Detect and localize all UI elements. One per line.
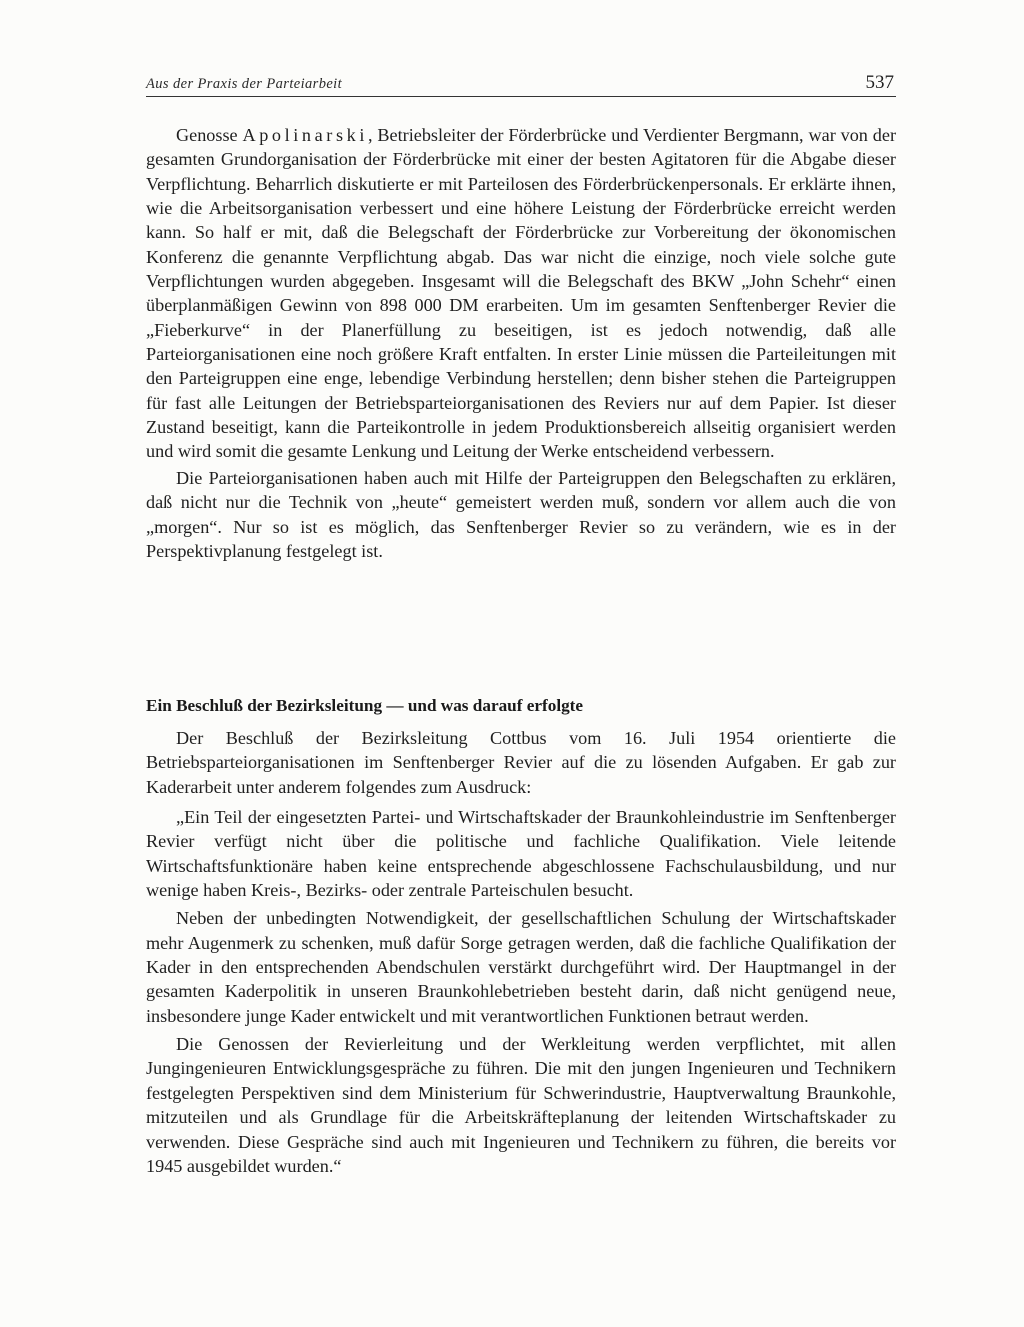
paragraph-technik: Die Parteiorganisationen haben auch mit Hilfe der Parteigruppen den Belegschaften zu erklären, daß nicht nur die Technik von „heute“ gemeistert werden muß, sondern vor allem auch die von „morgen“. Nur so ist es möglich, das Senftenberger Revier so zu verändern, wie es in der Perspektivplanung festgelegt ist. [146, 467, 896, 561]
quotation-block [146, 805, 896, 1178]
quote-paragraph-3: Die Genossen der Revierleitung und der Werkleitung werden verpflichtet, mit allen Jungingenieuren Entwicklungsgespräche zu führen. Die mit den jungen Ingenieuren und Technikern festgelegten Perspektiven sind dem Ministerium für Schwerindustrie, Hauptverwaltung Braunkohle, mitzuteilen und als Grundlage für die Arbeitskräfteplanung der leitenden Wirtschaftskader zu verwenden. Diese Gespräche sind auch mit Ingenieuren und Technikern zu führen, die bereits vor 1945 ausgebildet wurden.“ [146, 1034, 896, 1176]
section-1-text [146, 123, 896, 563]
quote-paragraph-1: „Ein Teil der eingesetzten Partei- und Wirtschaftskader der Braunkohleindustrie im Senftenberger Revier verfügt nicht über die politische und fachliche Qualifikation. Viele leitende Wirtschaftsfunktionäre haben keine entsprechende abgeschlossene Fachschulausbildung, und nur wenige haben Kreis-, Bezirks- oder zentrale Parteischulen besucht. [146, 807, 896, 901]
running-head: Aus der Praxis der Parteiarbeit [146, 76, 343, 92]
paragraph-apolinarski [146, 123, 896, 464]
section-heading: Ein Beschluß der Bezirksleitung — und was darauf erfolgte [146, 696, 584, 715]
paragraph-lead: Genosse [176, 125, 243, 145]
paragraph-beschluss: Der Beschluß der Bezirksleitung Cottbus vom 16. Juli 1954 orientierte die Betriebsparteiorganisationen im Senftenberger Revier auf die zu lösenden Aufgaben. Er gab zur Kaderarbeit unter anderem folgendes zum Ausdruck: [146, 728, 896, 797]
page-header [146, 70, 896, 97]
paragraph-body: , Betriebsleiter der Förderbrücke und Verdienter Bergmann, war von der gesamten Grundorganisation der Förderbrücke mit einer der besten Agitatoren für die Abgabe dieser Verpflichtung. Beharrlich diskutierte er mit Parteilosen des Förderbrückenpersonals. Er erklärte ihnen, wie die Arbeitsorganisation verbessert und eine höhere Leistung der Förderbrücke erreicht werden kann. So half er mit, daß die Belegschaft der Förderbrücke zur Vorbereitung der ökonomischen Konferenz die genannte Verpflichtung abgab. Das war nicht die einzige, noch viele solche gute Verpflichtungen wurden abgegeben. Insgesamt will die Belegschaft des BKW „John Schehr“ einen überplanmäßigen Gewinn von 898 000 DM erarbeiten. Um im gesamten Senftenberger Revier die „Fieberkurve“ in der Planerfüllung zu beseitigen, ist es jedoch notwendig, daß alle Parteiorganisationen eine noch größere Kraft entfalten. In erster Linie müssen die Parteileitungen mit den Parteigruppen eine enge, lebendige Verbindung herstellen; denn bisher stehen die Parteigruppen für fast alle Leitungen der Betriebsparteiorganisationen des Reviers nur auf dem Papier. Ist dieser Zustand beseitigt, kann die Parteikontrolle in jedem Produktionsbereich allseitig organisiert werden und wird somit die gesamte Lenkung und Leitung der Werke entscheidend verbessern. [146, 125, 896, 462]
page-number: 537 [865, 72, 894, 93]
quote-paragraph-2: Neben der unbedingten Notwendigkeit, der gesellschaftlichen Schulung der Wirtschaftskader mehr Augenmerk zu schenken, muß dafür Sorge getragen werden, daß die fachliche Qualifikation der Kader in den entsprechenden Abendschulen verstärkt durchgeführt wird. Der Hauptmangel in der gesamten Kaderpolitik in unseren Braunkohlebetrieben besteht darin, daß nicht genügend neue, insbesondere junge Kader entwickelt und mit verantwortlichen Funktionen betraut werden. [146, 908, 896, 1026]
section-2-text [146, 726, 896, 1178]
person-name: Apolinarski [242, 125, 368, 145]
